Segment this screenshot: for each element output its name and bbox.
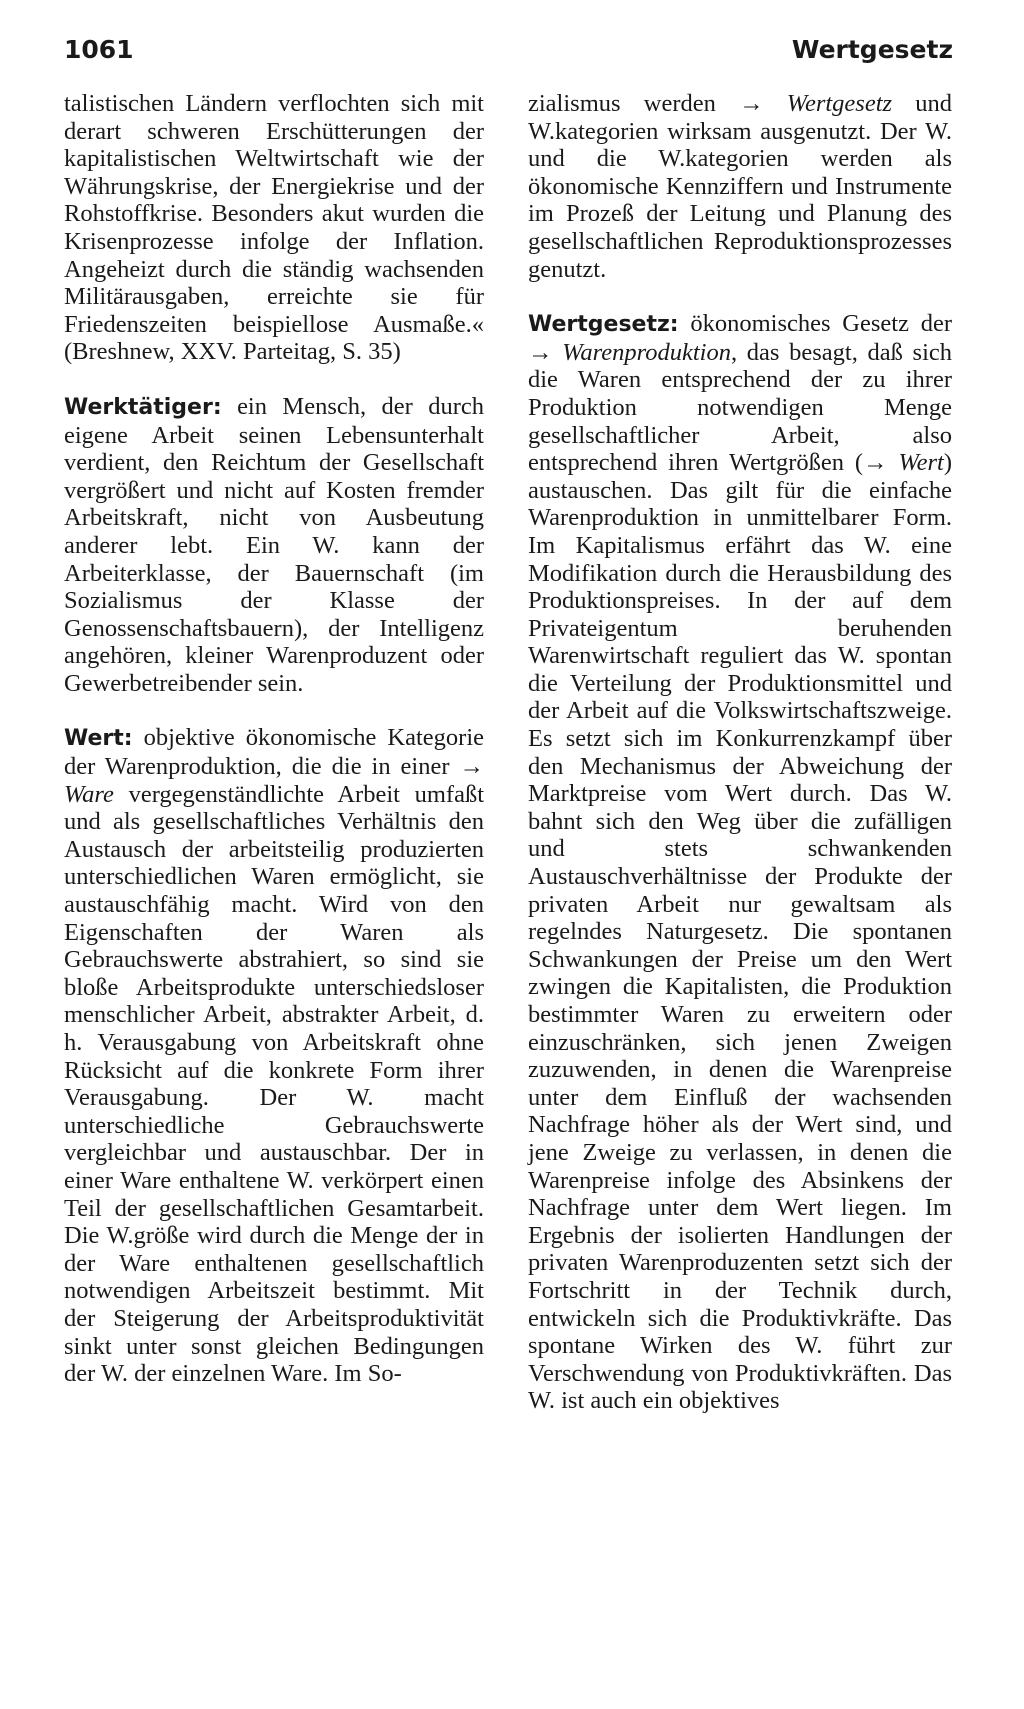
entry-wertgesetz	[528, 310, 952, 1415]
entry-separator: :	[669, 312, 679, 338]
left-column	[64, 90, 484, 1415]
entry-wert	[64, 724, 484, 1387]
cross-reference-arrow-icon: →	[528, 338, 553, 366]
entry-definition-cont: vergegenständlichte Arbeit umfaßt und als gesellschaftliches Verhältnis den Austausch der arbeitsteilig produzierten unterschiedlichen Waren ermöglicht, sie austauschfähig macht. Wird von den Eigenschaften der Waren als Gebrauchswerte abstrahiert, so sind sie bloße Arbeitsprodukte unterschiedsloser menschlicher Arbeit, abstrakter Arbeit, d. h. Verausgabung von Arbeitskraft ohne Rücksicht auf die konkrete Form ihrer Verausgabung. Der W. macht unterschiedliche Gebrauchswerte vergleichbar und austauschbar. Der in einer Ware enthaltene W. verkörpert einen Teil der gesellschaftlichen Gesamtarbeit. Die W.größe wird durch die Menge der in der Ware enthaltenen gesellschaftlich notwendigen Arbeitszeit bestimmt. Mit der Steigerung der Arbeitsproduktivität sinkt unter sonst gleichen Bedingungen der W. der einzelnen Ware. Im So-	[64, 780, 484, 1388]
cross-reference-wert: Wert	[898, 449, 944, 477]
cross-reference-arrow-icon: →	[863, 449, 888, 477]
continuation-text: talistischen Ländern verflochten sich mit derart schweren Erschütterungen der kapitalistischen Weltwirtschaft wie der Währungskrise, der Energiekrise und der Rohstoffkrise. Besonders akut wurden die Krisenprozesse infolge der Inflation. Angeheizt durch die ständig wachsenden Militärausgaben, erreichte sie für Friedenszeiten beispiellose Ausmaße.« (Breshnew, XXV. Parteitag, S. 35)	[64, 90, 484, 366]
cross-reference-arrow-icon: →	[739, 90, 764, 117]
entry-definition: ein Mensch, der durch eigene Arbeit seinen Lebensunterhalt verdient, den Reichtum der Gesellschaft vergrößert und nicht auf Kosten fremder Arbeitskraft, nicht von Ausbeutung anderer lebt. Ein W. kann der Arbeiterklasse, der Bauernschaft (im Sozialismus der Klasse der Genossenschaftsbauern), der Intelligenz angehören, kleiner Warenproduzent oder Gewerbetreibender sein.	[64, 392, 484, 697]
running-title: Wertgesetz	[791, 35, 953, 64]
cross-reference-ware: Ware	[64, 780, 114, 808]
entry-term: Werktätiger	[64, 394, 213, 420]
cross-reference-wertgesetz: Wertgesetz	[786, 90, 893, 117]
continuation-paragraph	[64, 90, 484, 366]
page-number: 1061	[64, 35, 134, 64]
entry-definition: objektive ökonomische Kategorie der Warenproduktion, die die in einer	[64, 724, 484, 781]
entry-definition-cont: , das besagt, daß sich die Waren entsprechend der zu ihrer Produktion notwendigen Menge gesellschaftlicher Arbeit, also entsprechend ihren Wertgrößen (	[528, 338, 953, 477]
entry-separator: :	[212, 394, 222, 420]
entry-term: Wertgesetz	[528, 312, 670, 338]
entry-term: Wert	[64, 726, 124, 752]
entry-werktaetiger	[64, 393, 484, 698]
entry-definition: ökonomisches Gesetz der	[690, 310, 953, 338]
cross-reference-arrow-icon: →	[459, 753, 484, 781]
continuation-paragraph	[528, 90, 952, 283]
entry-definition-end: ) austauschen. Das gilt für die einfache Warenproduktion in unmittelbarer Form. Im Kapitalismus erfährt das W. eine Modifikation durch die Herausbildung des Produktionspreises. In der auf dem Privateigentum beruhenden Warenwirtschaft reguliert das W. spontan die Verteilung der Produktionsmittel und der Arbeit auf die Volkswirtschaftszweige. Es setzt sich im Konkurrenzkampf über den Mechanismus der Abweichung der Marktpreise vom Wert durch. Das W. bahnt sich den Weg über die zufälligen und stets schwankenden Austauschverhältnisse der Produkte der privaten Arbeit nur gewaltsam als regelndes Naturgesetz. Die spontanen Schwankungen der Preise um den Wert zwingen die Kapitalisten, die Produktion bestimmter Waren zu erweitern oder einzuschränken, sich jenen Zweigen zuzuwenden, in denen die Warenpreise unter dem Einfluß der wachsenden Nachfrage höher als der Wert sind, und jene Zweige zu verlassen, in denen die Warenpreise infolge des Absinkens der Nachfrage unter dem Wert liegen. Im Ergebnis der isolierten Handlungen der privaten Warenproduzenten setzt sich der Fortschritt in der Technik durch, entwickeln sich die Produktivkräfte. Das spontane Wirken des W. führt zur Verschwendung von Produktivkräften. Das W. ist auch ein objektives	[528, 449, 953, 1415]
page-header	[64, 30, 953, 70]
cross-reference-warenproduktion: Warenproduktion	[562, 338, 731, 366]
right-column	[528, 90, 952, 1442]
continuation-text: zialismus werden	[528, 90, 716, 117]
continuation-text-cont: und W.kategorien wirksam ausgenutzt. Der W. und die W.kategorien werden als ökonomische Kennziffern und Instrumente im Prozeß der Leitung und Planung des gesellschaftlichen Reproduktionsprozesses genutzt.	[528, 90, 953, 283]
entry-separator: :	[123, 726, 133, 752]
